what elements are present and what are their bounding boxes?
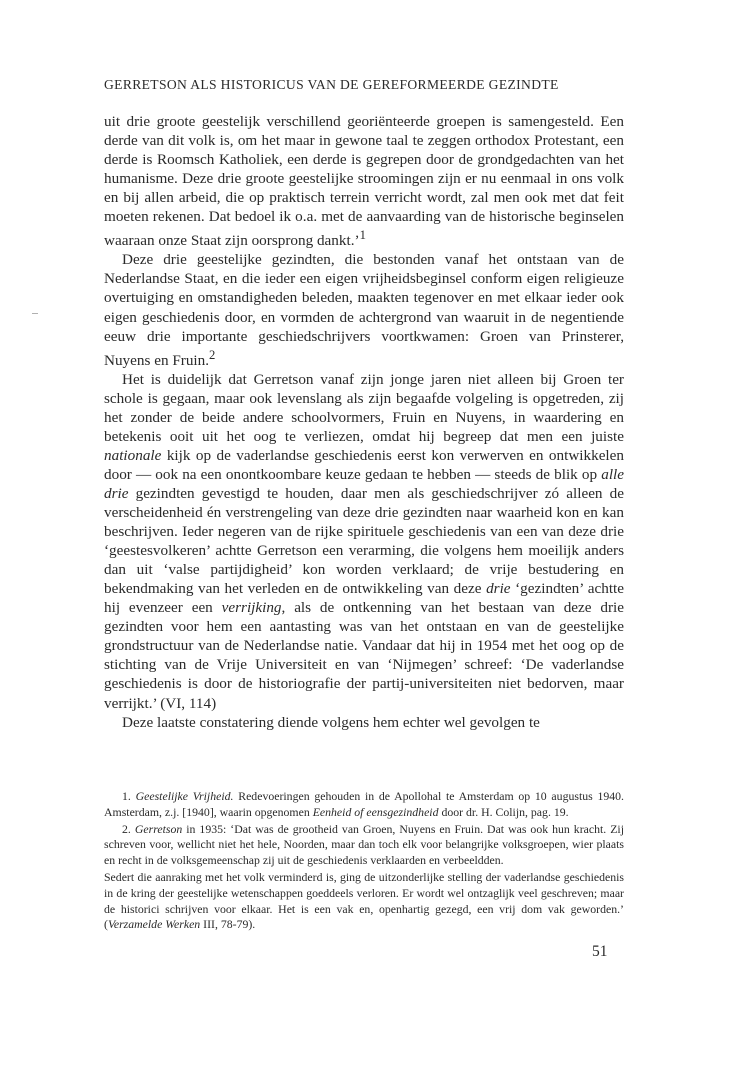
text-run: III, 78-79).: [200, 917, 256, 932]
italic-text: Eenheid of eensgezindheid: [312, 804, 439, 819]
paragraph: [104, 713, 624, 732]
page-number: 51: [592, 943, 608, 960]
text-run: 2.: [122, 821, 135, 836]
footnote-ref: 2: [209, 347, 216, 362]
italic-text: nationale: [104, 446, 162, 464]
footnotes: [104, 789, 624, 934]
italic-text: alle drie: [104, 465, 624, 503]
footnote: [104, 789, 624, 821]
footnote-continuation: [104, 870, 624, 933]
text-run: Deze laatste constatering diende volgens hem echter wel gevolgen te: [122, 713, 540, 731]
text-run: Sedert die aanraking met het volk verminderd is, ging de uitzonderlijke stelling der vaderlandse geschiedenis in de kring der geestelijke wetenschappen goeddeels verloren. Er wordt wel ontzaglijk veel geschreven; maar de historici schrijven voor elkaar. Het is een vak en, openhartig gezegd, een vrij dom vak geworden.’ (: [104, 869, 624, 932]
running-head: GERRETSON ALS HISTORICUS VAN DE GEREFORMEERDE GEZINDTE: [104, 77, 559, 92]
body-text: [104, 112, 624, 732]
text-run: door dr. H. Colijn, pag. 19.: [438, 804, 569, 819]
italic-text: verrijking: [221, 599, 282, 617]
paragraph: [104, 370, 624, 713]
paragraph: [104, 250, 624, 369]
text-run: in 1935: ‘Dat was de grootheid van Groen, Nuyens en Fruin. Dat was ook hun kracht. Zij schreven voor, wellicht niet het hele, Noorden, maar dan toch elk voor belangrijke volksgroepen, wier plaats en recht in de volksgemeenschap zij uit de geschiedenis verklaarden en verbeeldden.: [104, 821, 624, 868]
text-run: , als de ontkenning van het bestaan van deze drie gezindten voor hem een aantasting was van het ontstaan en van de geestelijke grondstructuur van de Nederlandse natie. Vandaar dat hij in 1954 met het oog op de stichting van de Vrije Universiteit en van ‘Nijmegen’ schreef: ‘De vaderlandse geschiedenis is door de historiografie der partij-universiteiten niet bedorven, maar verrijkt.’ (VI, 114): [104, 599, 624, 712]
italic-text: Gerretson: [134, 821, 183, 836]
italic-text: Geestelijke Vrijheid.: [135, 789, 234, 803]
text-run: kijk op de vaderlandse geschiedenis eerst kon verwerven en ontwikkelen door — ook na een onontkoombare keuze gedaan te hebben — steeds de blik op: [104, 446, 624, 483]
text-run: 1.: [122, 789, 136, 803]
text-run: Deze drie geestelijke gezindten, die bestonden vanaf het ontstaan van de Nederlandse Staat, en die ieder een eigen vrijheidsbeginsel conform eigen religieuze overtuiging en omstandigheden beleden, maakten tegenover en met elkaar ieder ook eigen geschiedenis door, en vormden de achtergrond van waaruit in de negentiende eeuw drie importante geschiedschrijvers voortkwamen: Groen van Prinsterer, Nuyens en Fruin.: [104, 251, 624, 369]
paragraph: [104, 112, 624, 250]
text-run: gezindten gevestigd te houden, daar men als geschiedschrijver zó alleen de verscheidenheid én verstrengeling van deze drie gezindten naar waarheid kon en kan beschrijven. Ieder negeren van de rijke spirituele geschiedenis van een van deze drie ‘geestesvolkeren’ achtte Gerretson een verarming, die volgens hem moeilijk anders dan uit ‘valse partijdigheid’ kon worden verklaard; de vrije bestudering en bekendmaking van het verleden en de ontwikkeling van deze: [104, 485, 624, 598]
italic-text: Verzamelde Werken: [107, 917, 201, 932]
footnote-ref: 1: [359, 228, 366, 243]
text-run: Het is duidelijk dat Gerretson vanaf zijn jonge jaren niet alleen bij Groen ter schole is gegaan, maar ook levenslang als zijn begaafde volgeling is opgetreden, zij het zonder de beide andere schoolvormers, Fruin en Nuyens, in waardering en betekenis ooit uit het oog te verliezen, omdat hij begreep dat men een juiste: [104, 370, 624, 445]
text-run: ‘gezindten’ achtte hij evenzeer een: [104, 580, 624, 617]
italic-text: drie: [486, 580, 511, 598]
text-run: uit drie groote geestelijk verschillend georiënteerde groepen is samengesteld. Een derde van dit volk is, om het maar in gewone taal te zeggen orthodox Protestant, een derde is Roomsch Katholiek, een derde is gegrepen door de grondgedachten van het humanisme. Deze drie groote geestelijke stroomingen zijn er nu eenmaal in ons volk en bij allen arbeid, die op praktisch terrein verricht wordt, zal men ook met dat feit moeten rekenen. Dat bedoel ik o.a. met de aanvaarding van de historische beginselen waaraan onze Staat zijn oorsprong dankt.’: [104, 113, 624, 250]
text-run: Redevoeringen gehouden in de Apollohal te Amsterdam op 10 augustus 1940. Amsterdam, z.j. [1940], waarin opgenomen: [104, 789, 624, 819]
footnote: [104, 822, 624, 869]
margin-mark: [32, 313, 38, 314]
